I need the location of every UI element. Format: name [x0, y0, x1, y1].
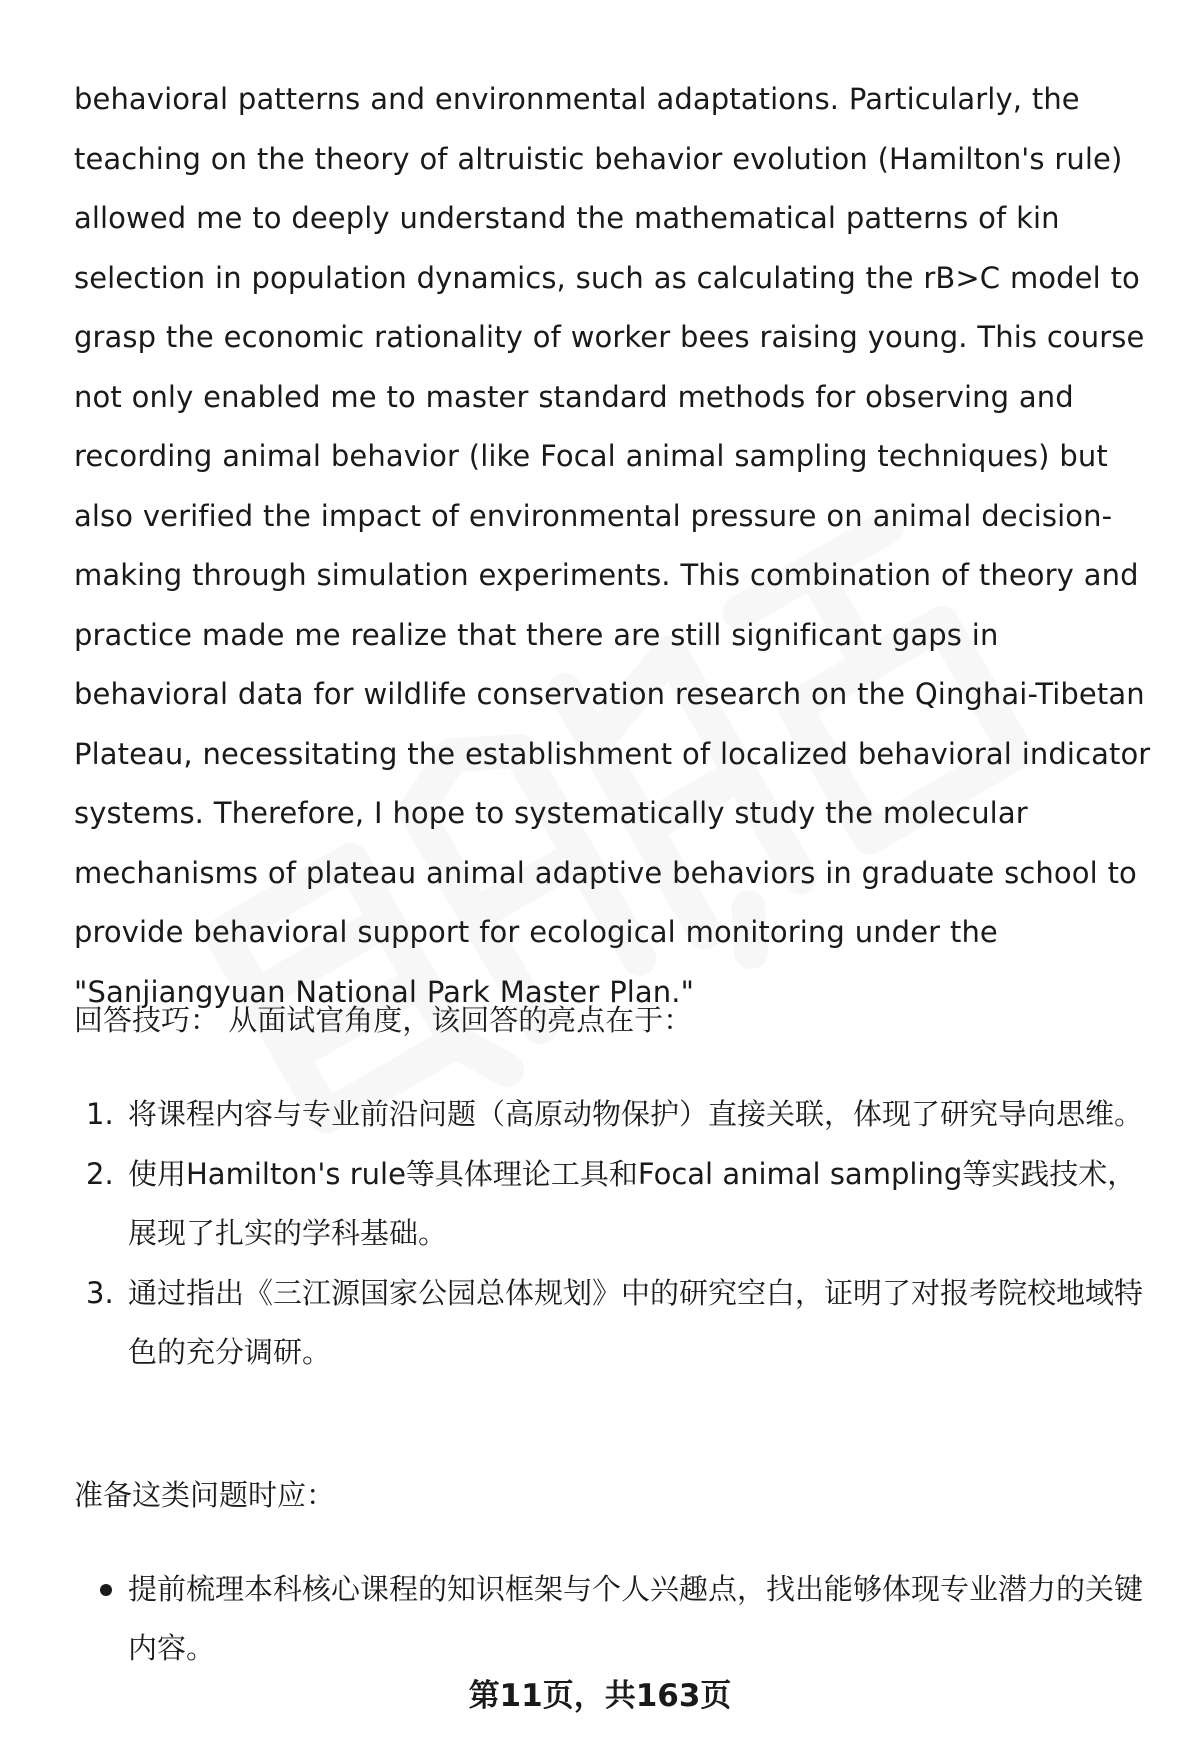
answer-tips-text: 从面试官角度，该回答的亮点在于：: [228, 1003, 693, 1037]
list-item-text: 将课程内容与专业前沿问题（高原动物保护）直接关联，体现了研究导向思维。: [128, 1097, 1144, 1131]
list-item: [74, 1085, 1154, 1144]
answer-paragraph: behavioral patterns and environmental adaptations. Particularly, the teaching on the theory of altruistic behavior evolution (Hamilton's rule) allowed me to deeply understand the mathematical patterns of kin selection in population dynamics, such as calculating the rB>C model to grasp the economic rationality of worker bees raising young. This course not only enabled me to master standard methods for observing and recording animal behavior (like Focal animal sampling techniques) but also verified the impact of environmental pressure on animal decision-making through simulation experiments. This combination of theory and practice made me realize that there are still significant gaps in behavioral data for wildlife conservation research on the Qinghai-Tibetan Plateau, necessitating the establishment of localized behavioral indicator systems. Therefore, I hope to systematically study the molecular mechanisms of plateau animal adaptive behaviors in graduate school to provide behavioral support for ecological monitoring under the "Sanjiangyuan National Park Master Plan.": [74, 82, 1151, 1009]
list-item-number: 2.: [86, 1157, 114, 1191]
list-item-text: 使用Hamilton's rule等具体理论工具和Focal animal sampling等实践技术，展现了扎实的学科基础。: [128, 1157, 1137, 1250]
answer-tips: [74, 995, 1154, 1045]
list-item-number: 3.: [86, 1276, 114, 1310]
preparation-heading: 准备这类问题时应：: [74, 1478, 336, 1512]
answer-tips-label: 回答技巧：: [74, 1003, 220, 1037]
page-number: 第11页，共163页: [468, 1678, 732, 1714]
list-item-text: 提前梳理本科核心课程的知识框架与个人兴趣点，找出能够体现专业潜力的关键内容。: [128, 1572, 1144, 1665]
list-item: [74, 1264, 1154, 1382]
list-item-number: 1.: [86, 1097, 114, 1131]
list-item-text: 通过指出《三江源国家公园总体规划》中的研究空白，证明了对报考院校地域特色的充分调研。: [128, 1276, 1144, 1369]
list-item: [74, 1145, 1154, 1263]
bullet-icon: [100, 1584, 112, 1596]
list-item: [74, 1560, 1154, 1678]
highlights-list: [74, 1085, 1154, 1383]
preparation-list: [74, 1560, 1154, 1678]
